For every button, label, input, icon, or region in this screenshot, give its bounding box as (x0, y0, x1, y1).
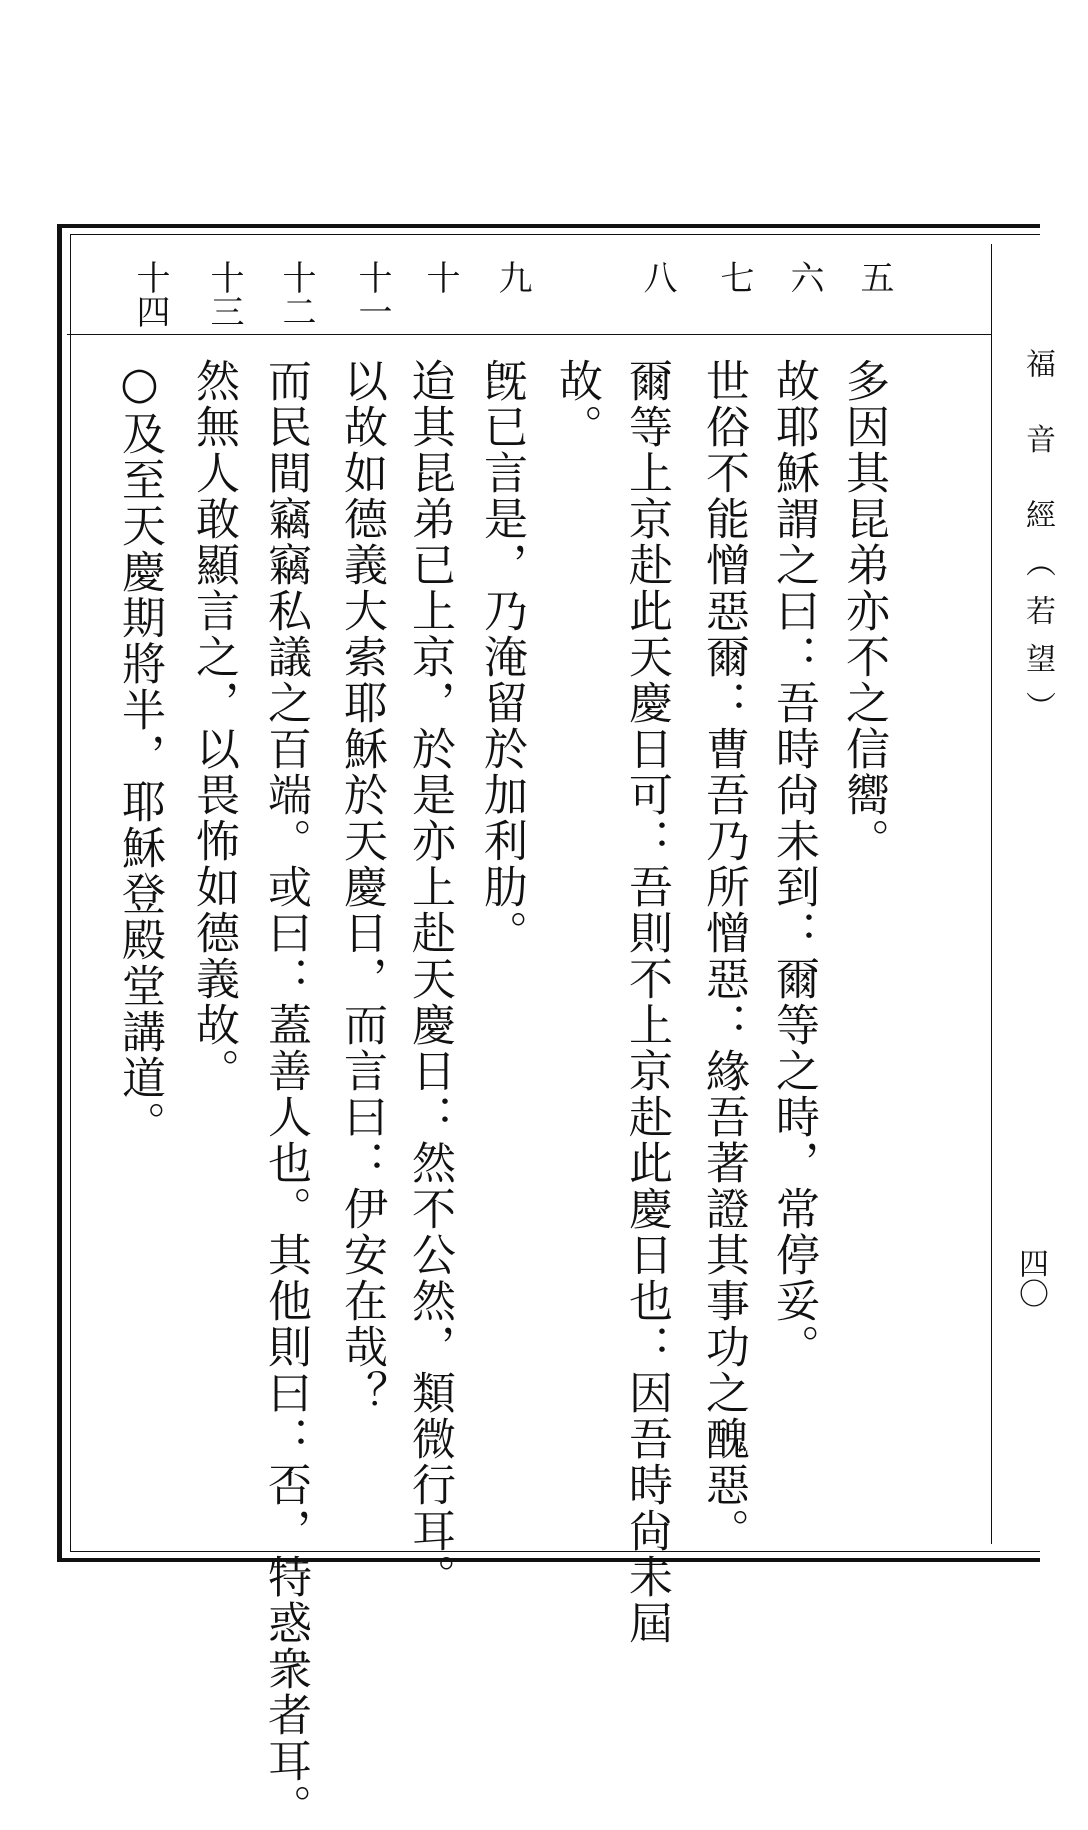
text-column: ○及至天慶期將半，耶穌登殿堂講道。 (114, 358, 165, 1147)
text-column: 世俗不能憎惡爾：曹吾乃所憎惡：緣吾著證其事功之醜惡。 (698, 358, 749, 1554)
verse-number: 十二 (276, 260, 316, 328)
text-column: 多因其昆弟亦不之信嚮。 (838, 358, 889, 864)
page-number: 四〇 (1013, 1248, 1048, 1308)
verse-number-rule (67, 334, 991, 335)
text-column: 故耶穌謂之曰：吾時尙未到：爾等之時，常停妥。 (768, 358, 819, 1370)
verse-number: 八 (637, 260, 677, 294)
text-column: 旣已言是，乃淹留於加利肋。 (476, 358, 527, 956)
verse-number: 十 (420, 260, 460, 294)
verse-number: 七 (714, 260, 754, 294)
text-column: 而民間竊竊私議之百端。或曰：蓋善人也。其他則曰：否，特惑衆者耳。 (260, 358, 311, 1830)
margin-rule (991, 244, 992, 1544)
verse-number: 六 (784, 260, 824, 294)
text-column: 爾等上京赴此天慶日可：吾則不上京赴此慶日也：因吾時尙未屆 (621, 358, 672, 1646)
text-column: 以故如德義大索耶穌於天慶日，而言曰：伊安在哉？ (336, 358, 387, 1416)
text-column: 故。 (551, 358, 602, 450)
text-column: 然無人敢顯言之，以畏怖如德義故。 (188, 358, 239, 1094)
verse-number: 五 (854, 260, 894, 294)
verse-number: 十四 (130, 260, 170, 328)
verse-number: 九 (492, 260, 532, 294)
book-title: 福 音 經（若望） (1020, 348, 1055, 740)
verse-number: 十三 (204, 260, 244, 328)
verse-number: 十一 (352, 260, 392, 328)
text-column: 迨其昆弟已上京，於是亦上赴天慶日：然不公然，類微行耳。 (404, 358, 455, 1600)
